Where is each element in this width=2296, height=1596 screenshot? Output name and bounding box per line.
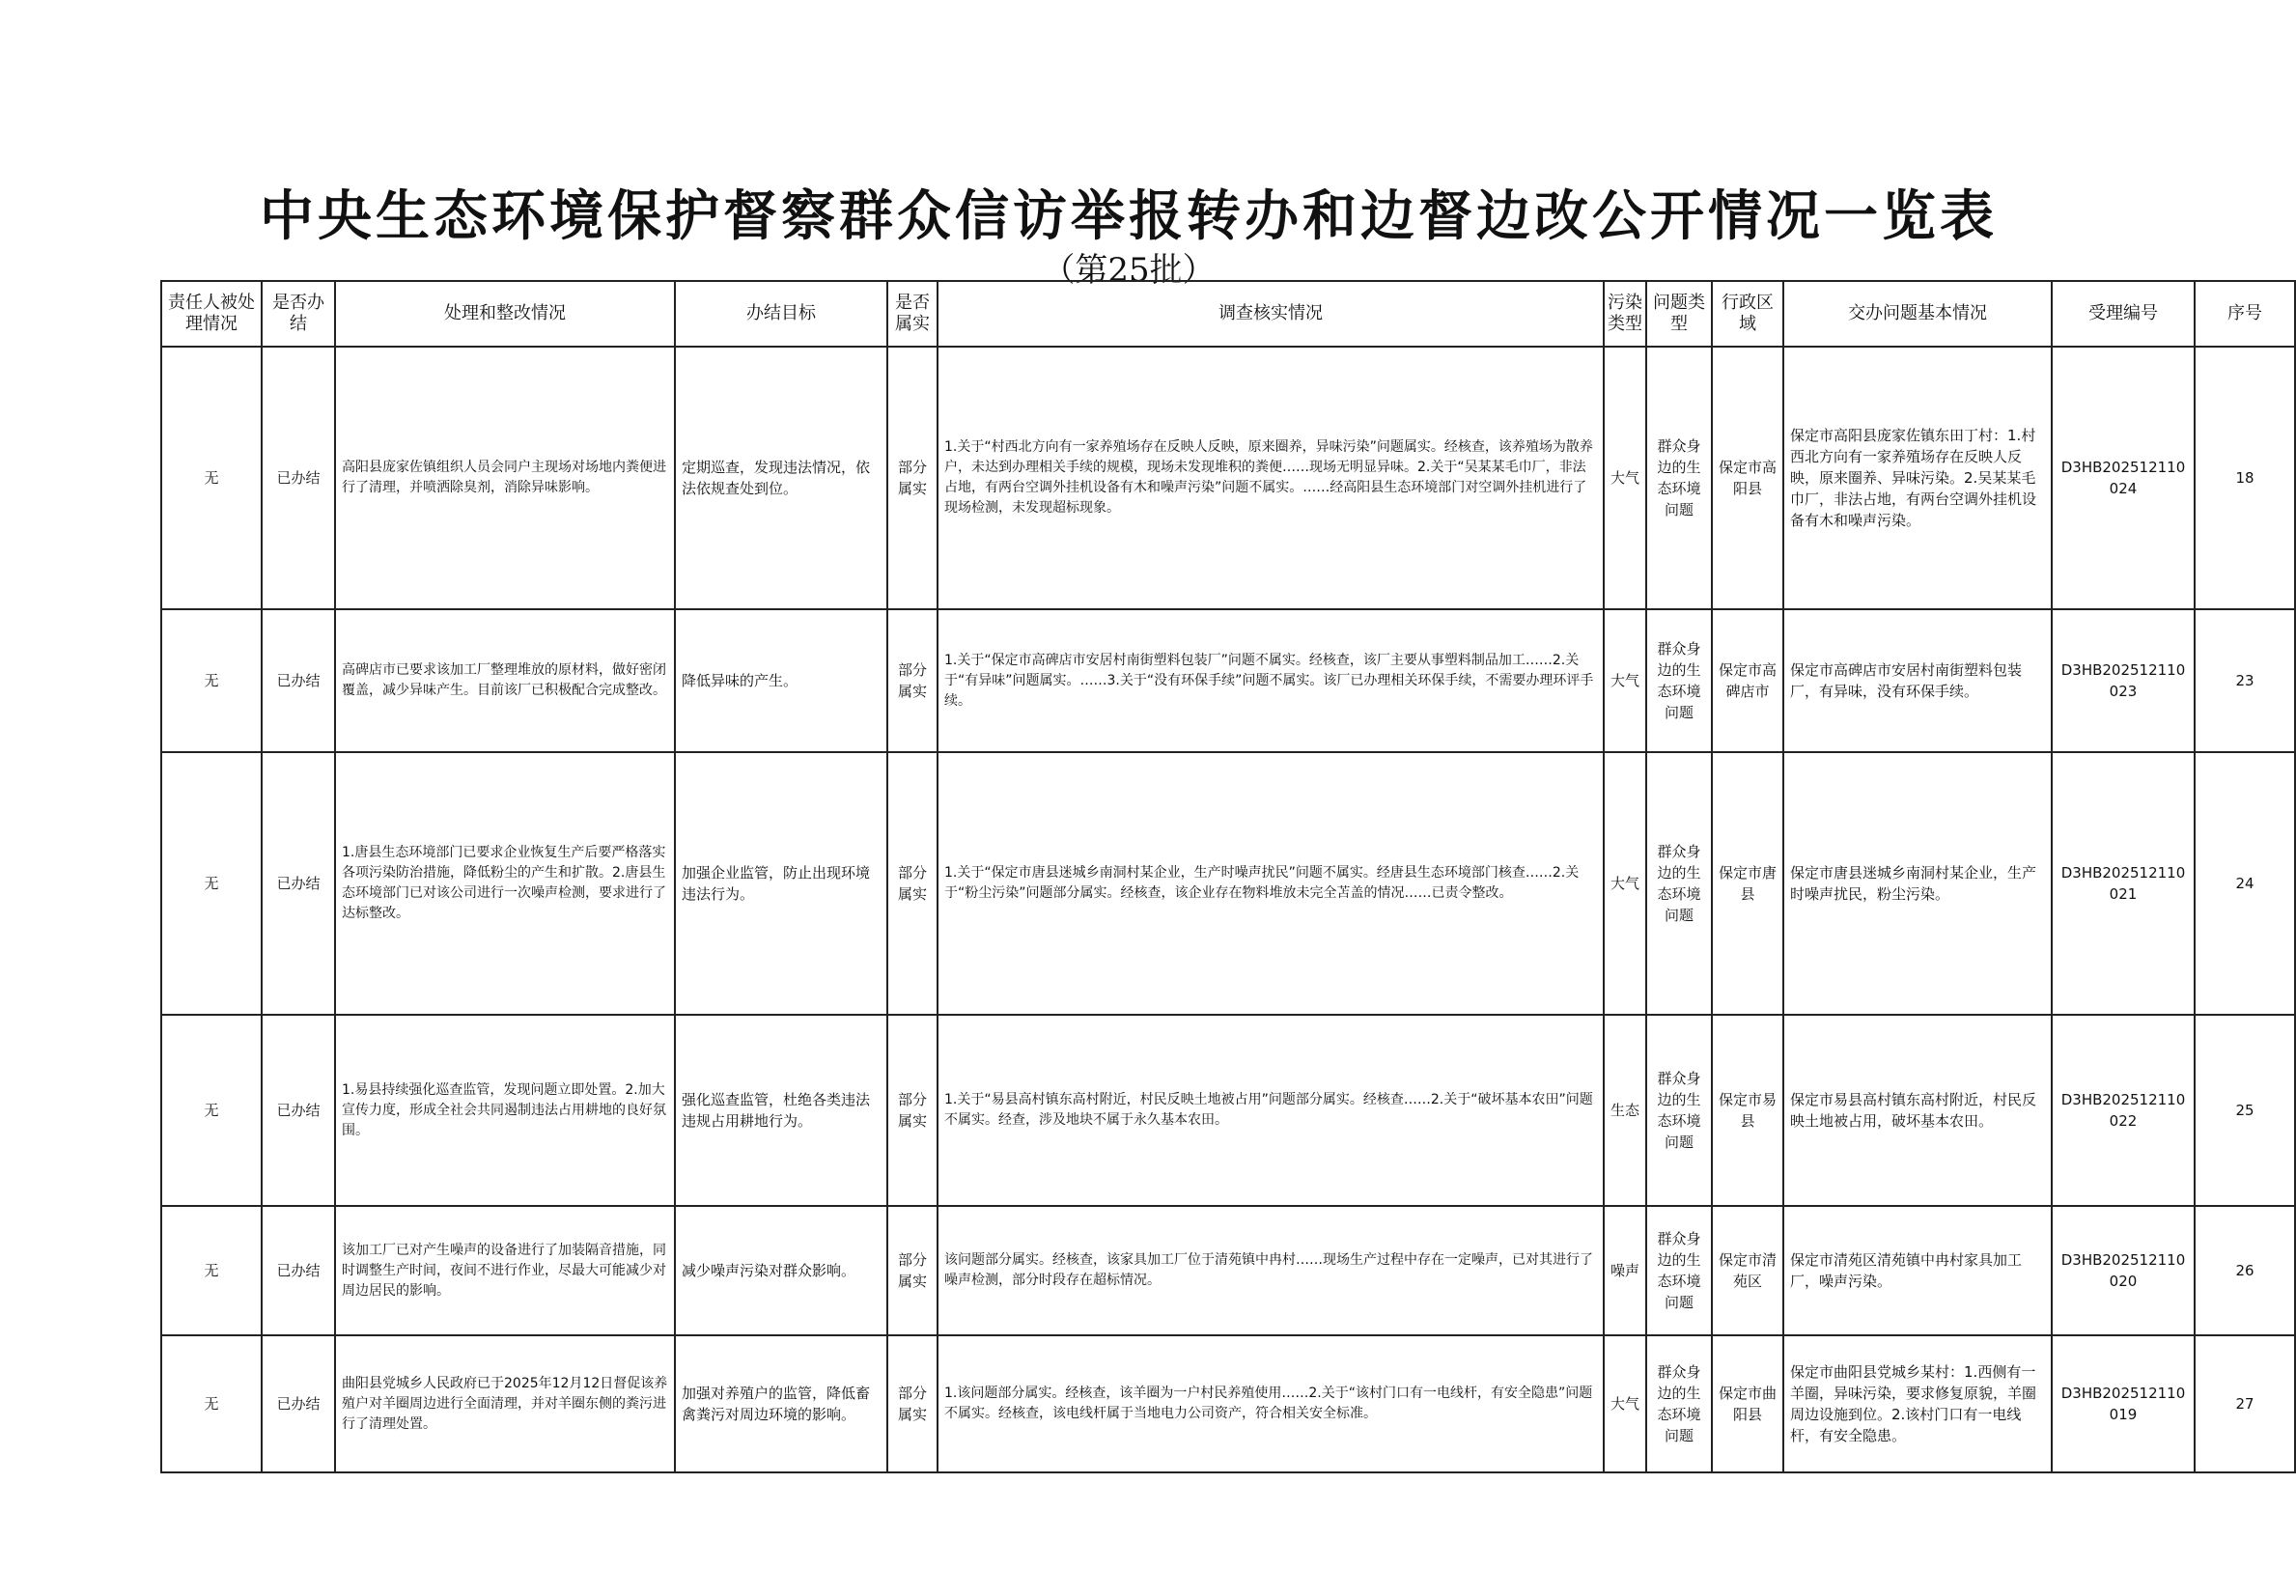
header-pollution: 污染类型 [1604, 281, 1646, 347]
cell-closed: 已办结 [262, 1335, 335, 1472]
cell-region: 保定市清苑区 [1712, 1206, 1783, 1335]
cell-verified: 部分属实 [887, 1206, 938, 1335]
table-row [161, 1015, 2295, 1206]
cell-case-no: D3HB202512110021 [2052, 752, 2195, 1015]
cell-pollution: 大气 [1604, 347, 1646, 609]
cell-accountability: 无 [161, 347, 262, 609]
cell-closed: 已办结 [262, 1015, 335, 1206]
cell-goal: 强化巡查监管，杜绝各类违法违规占用耕地行为。 [675, 1015, 887, 1206]
cell-verified: 部分属实 [887, 1335, 938, 1472]
cell-handling: 该加工厂已对产生噪声的设备进行了加装隔音措施，同时调整生产时间，夜间不进行作业，尽最大可能减少对周边居民的影响。 [335, 1206, 675, 1335]
header-category: 问题类型 [1646, 281, 1712, 347]
cell-pollution: 噪声 [1604, 1206, 1646, 1335]
cell-handling: 曲阳县党城乡人民政府已于2025年12月12日督促该养殖户对羊圈周边进行全面清理，并对羊圈东侧的粪污进行了清理处置。 [335, 1335, 675, 1472]
cell-category: 群众身边的生态环境问题 [1646, 752, 1712, 1015]
cell-summary: 保定市高碑店市安居村南街塑料包装厂，有异味，没有环保手续。 [1783, 609, 2052, 752]
cell-verified: 部分属实 [887, 347, 938, 609]
header-closed: 是否办结 [262, 281, 335, 347]
cell-region: 保定市唐县 [1712, 752, 1783, 1015]
cell-case-no: D3HB202512110019 [2052, 1335, 2195, 1472]
cell-goal: 降低异味的产生。 [675, 609, 887, 752]
cell-seq: 24 [2195, 752, 2295, 1015]
cell-closed: 已办结 [262, 609, 335, 752]
cell-handling: 高阳县庞家佐镇组织人员会同户主现场对场地内粪便进行了清理，并喷洒除臭剂，消除异味影响。 [335, 347, 675, 609]
header-case-no: 受理编号 [2052, 281, 2195, 347]
cell-accountability: 无 [161, 1335, 262, 1472]
cell-category: 群众身边的生态环境问题 [1646, 1206, 1712, 1335]
cell-seq: 26 [2195, 1206, 2295, 1335]
cell-investigation: 该问题部分属实。经核查，该家具加工厂位于清苑镇中冉村……现场生产过程中存在一定噪声，已对其进行了噪声检测，部分时段存在超标情况。 [938, 1206, 1604, 1335]
cell-category: 群众身边的生态环境问题 [1646, 347, 1712, 609]
cell-handling: 1.易县持续强化巡查监管，发现问题立即处置。2.加大宣传力度，形成全社会共同遏制违法占用耕地的良好氛围。 [335, 1015, 675, 1206]
header-accountability: 责任人被处理情况 [161, 281, 262, 347]
cell-goal: 加强企业监管，防止出现环境违法行为。 [675, 752, 887, 1015]
cell-goal: 定期巡查，发现违法情况，依法依规查处到位。 [675, 347, 887, 609]
cell-category: 群众身边的生态环境问题 [1646, 609, 1712, 752]
header-summary: 交办问题基本情况 [1783, 281, 2052, 347]
cell-investigation: 1.该问题部分属实。经核查，该羊圈为一户村民养殖使用……2.关于“该村门口有一电线杆，有安全隐患”问题不属实。经核查，该电线杆属于当地电力公司资产，符合相关安全标准。 [938, 1335, 1604, 1472]
header-goal: 办结目标 [675, 281, 887, 347]
cell-closed: 已办结 [262, 752, 335, 1015]
table-row [161, 752, 2295, 1015]
cell-accountability: 无 [161, 609, 262, 752]
cell-goal: 减少噪声污染对群众影响。 [675, 1206, 887, 1335]
cell-handling: 高碑店市已要求该加工厂整理堆放的原材料，做好密闭覆盖，减少异味产生。目前该厂已积极配合完成整改。 [335, 609, 675, 752]
cell-case-no: D3HB202512110024 [2052, 347, 2195, 609]
cell-pollution: 大气 [1604, 752, 1646, 1015]
header-verified: 是否属实 [887, 281, 938, 347]
cell-seq: 23 [2195, 609, 2295, 752]
cell-region: 保定市易县 [1712, 1015, 1783, 1206]
disclosure-table [160, 280, 2296, 1473]
cell-verified: 部分属实 [887, 1015, 938, 1206]
cell-closed: 已办结 [262, 347, 335, 609]
cell-accountability: 无 [161, 1206, 262, 1335]
cell-seq: 27 [2195, 1335, 2295, 1472]
cell-summary: 保定市唐县迷城乡南洞村某企业，生产时噪声扰民，粉尘污染。 [1783, 752, 2052, 1015]
header-handling: 处理和整改情况 [335, 281, 675, 347]
cell-investigation: 1.关于“村西北方向有一家养殖场存在反映人反映，原来圈养，异味污染”问题属实。经核查，该养殖场为散养户，未达到办理相关手续的规模，现场未发现堆积的粪便……现场无明显异味。2.关于“吴某某毛巾厂，非法占地，有两台空调外挂机设备有木和噪声污染”问题不属实。……经高阳县生态环境部门对空调外挂机进行了现场检测，未发现超标现象。 [938, 347, 1604, 609]
header-seq: 序号 [2195, 281, 2295, 347]
cell-category: 群众身边的生态环境问题 [1646, 1015, 1712, 1206]
batch-subtitle: （第25批） [1042, 251, 1216, 290]
cell-summary: 保定市清苑区清苑镇中冉村家具加工厂，噪声污染。 [1783, 1206, 2052, 1335]
cell-seq: 18 [2195, 347, 2295, 609]
cell-verified: 部分属实 [887, 752, 938, 1015]
page-title: 中央生态环境保护督察群众信访举报转办和边督边改公开情况一览表 [260, 184, 1998, 248]
table-header-row [161, 281, 2295, 347]
cell-accountability: 无 [161, 752, 262, 1015]
cell-investigation: 1.关于“易县高村镇东高村附近，村民反映土地被占用”问题部分属实。经核查……2.关于“破坏基本农田”问题不属实。经查，涉及地块不属于永久基本农田。 [938, 1015, 1604, 1206]
cell-category: 群众身边的生态环境问题 [1646, 1335, 1712, 1472]
header-investigation: 调查核实情况 [938, 281, 1604, 347]
cell-case-no: D3HB202512110023 [2052, 609, 2195, 752]
cell-goal: 加强对养殖户的监管，降低畜禽粪污对周边环境的影响。 [675, 1335, 887, 1472]
cell-case-no: D3HB202512110022 [2052, 1015, 2195, 1206]
header-region: 行政区域 [1712, 281, 1783, 347]
cell-pollution: 大气 [1604, 609, 1646, 752]
cell-pollution: 生态 [1604, 1015, 1646, 1206]
cell-accountability: 无 [161, 1015, 262, 1206]
cell-handling: 1.唐县生态环境部门已要求企业恢复生产后要严格落实各项污染防治措施，降低粉尘的产生和扩散。2.唐县生态环境部门已对该公司进行一次噪声检测，要求进行了达标整改。 [335, 752, 675, 1015]
cell-investigation: 1.关于“保定市高碑店市安居村南街塑料包装厂”问题不属实。经核查，该厂主要从事塑料制品加工……2.关于“有异味”问题属实。……3.关于“没有环保手续”问题不属实。该厂已办理相关环保手续，不需要办理环评手续。 [938, 609, 1604, 752]
cell-closed: 已办结 [262, 1206, 335, 1335]
table-row [161, 609, 2295, 752]
cell-region: 保定市高碑店市 [1712, 609, 1783, 752]
cell-investigation: 1.关于“保定市唐县迷城乡南洞村某企业，生产时噪声扰民”问题不属实。经唐县生态环境部门核查……2.关于“粉尘污染”问题部分属实。经核查，该企业存在物料堆放未完全苫盖的情况……已责令整改。 [938, 752, 1604, 1015]
cell-summary: 保定市易县高村镇东高村附近，村民反映土地被占用，破坏基本农田。 [1783, 1015, 2052, 1206]
cell-region: 保定市高阳县 [1712, 347, 1783, 609]
cell-pollution: 大气 [1604, 1335, 1646, 1472]
cell-summary: 保定市曲阳县党城乡某村：1.西侧有一羊圈，异味污染，要求修复原貌，羊圈周边设施到位。2.该村门口有一电线杆，有安全隐患。 [1783, 1335, 2052, 1472]
cell-case-no: D3HB202512110020 [2052, 1206, 2195, 1335]
cell-summary: 保定市高阳县庞家佐镇东田丁村：1.村西北方向有一家养殖场存在反映人反映，原来圈养、异味污染。2.吴某某毛巾厂，非法占地，有两台空调外挂机设备有木和噪声污染。 [1783, 347, 2052, 609]
table-row [161, 347, 2295, 609]
cell-region: 保定市曲阳县 [1712, 1335, 1783, 1472]
cell-verified: 部分属实 [887, 609, 938, 752]
cell-seq: 25 [2195, 1015, 2295, 1206]
table-row [161, 1335, 2295, 1472]
table-row [161, 1206, 2295, 1335]
